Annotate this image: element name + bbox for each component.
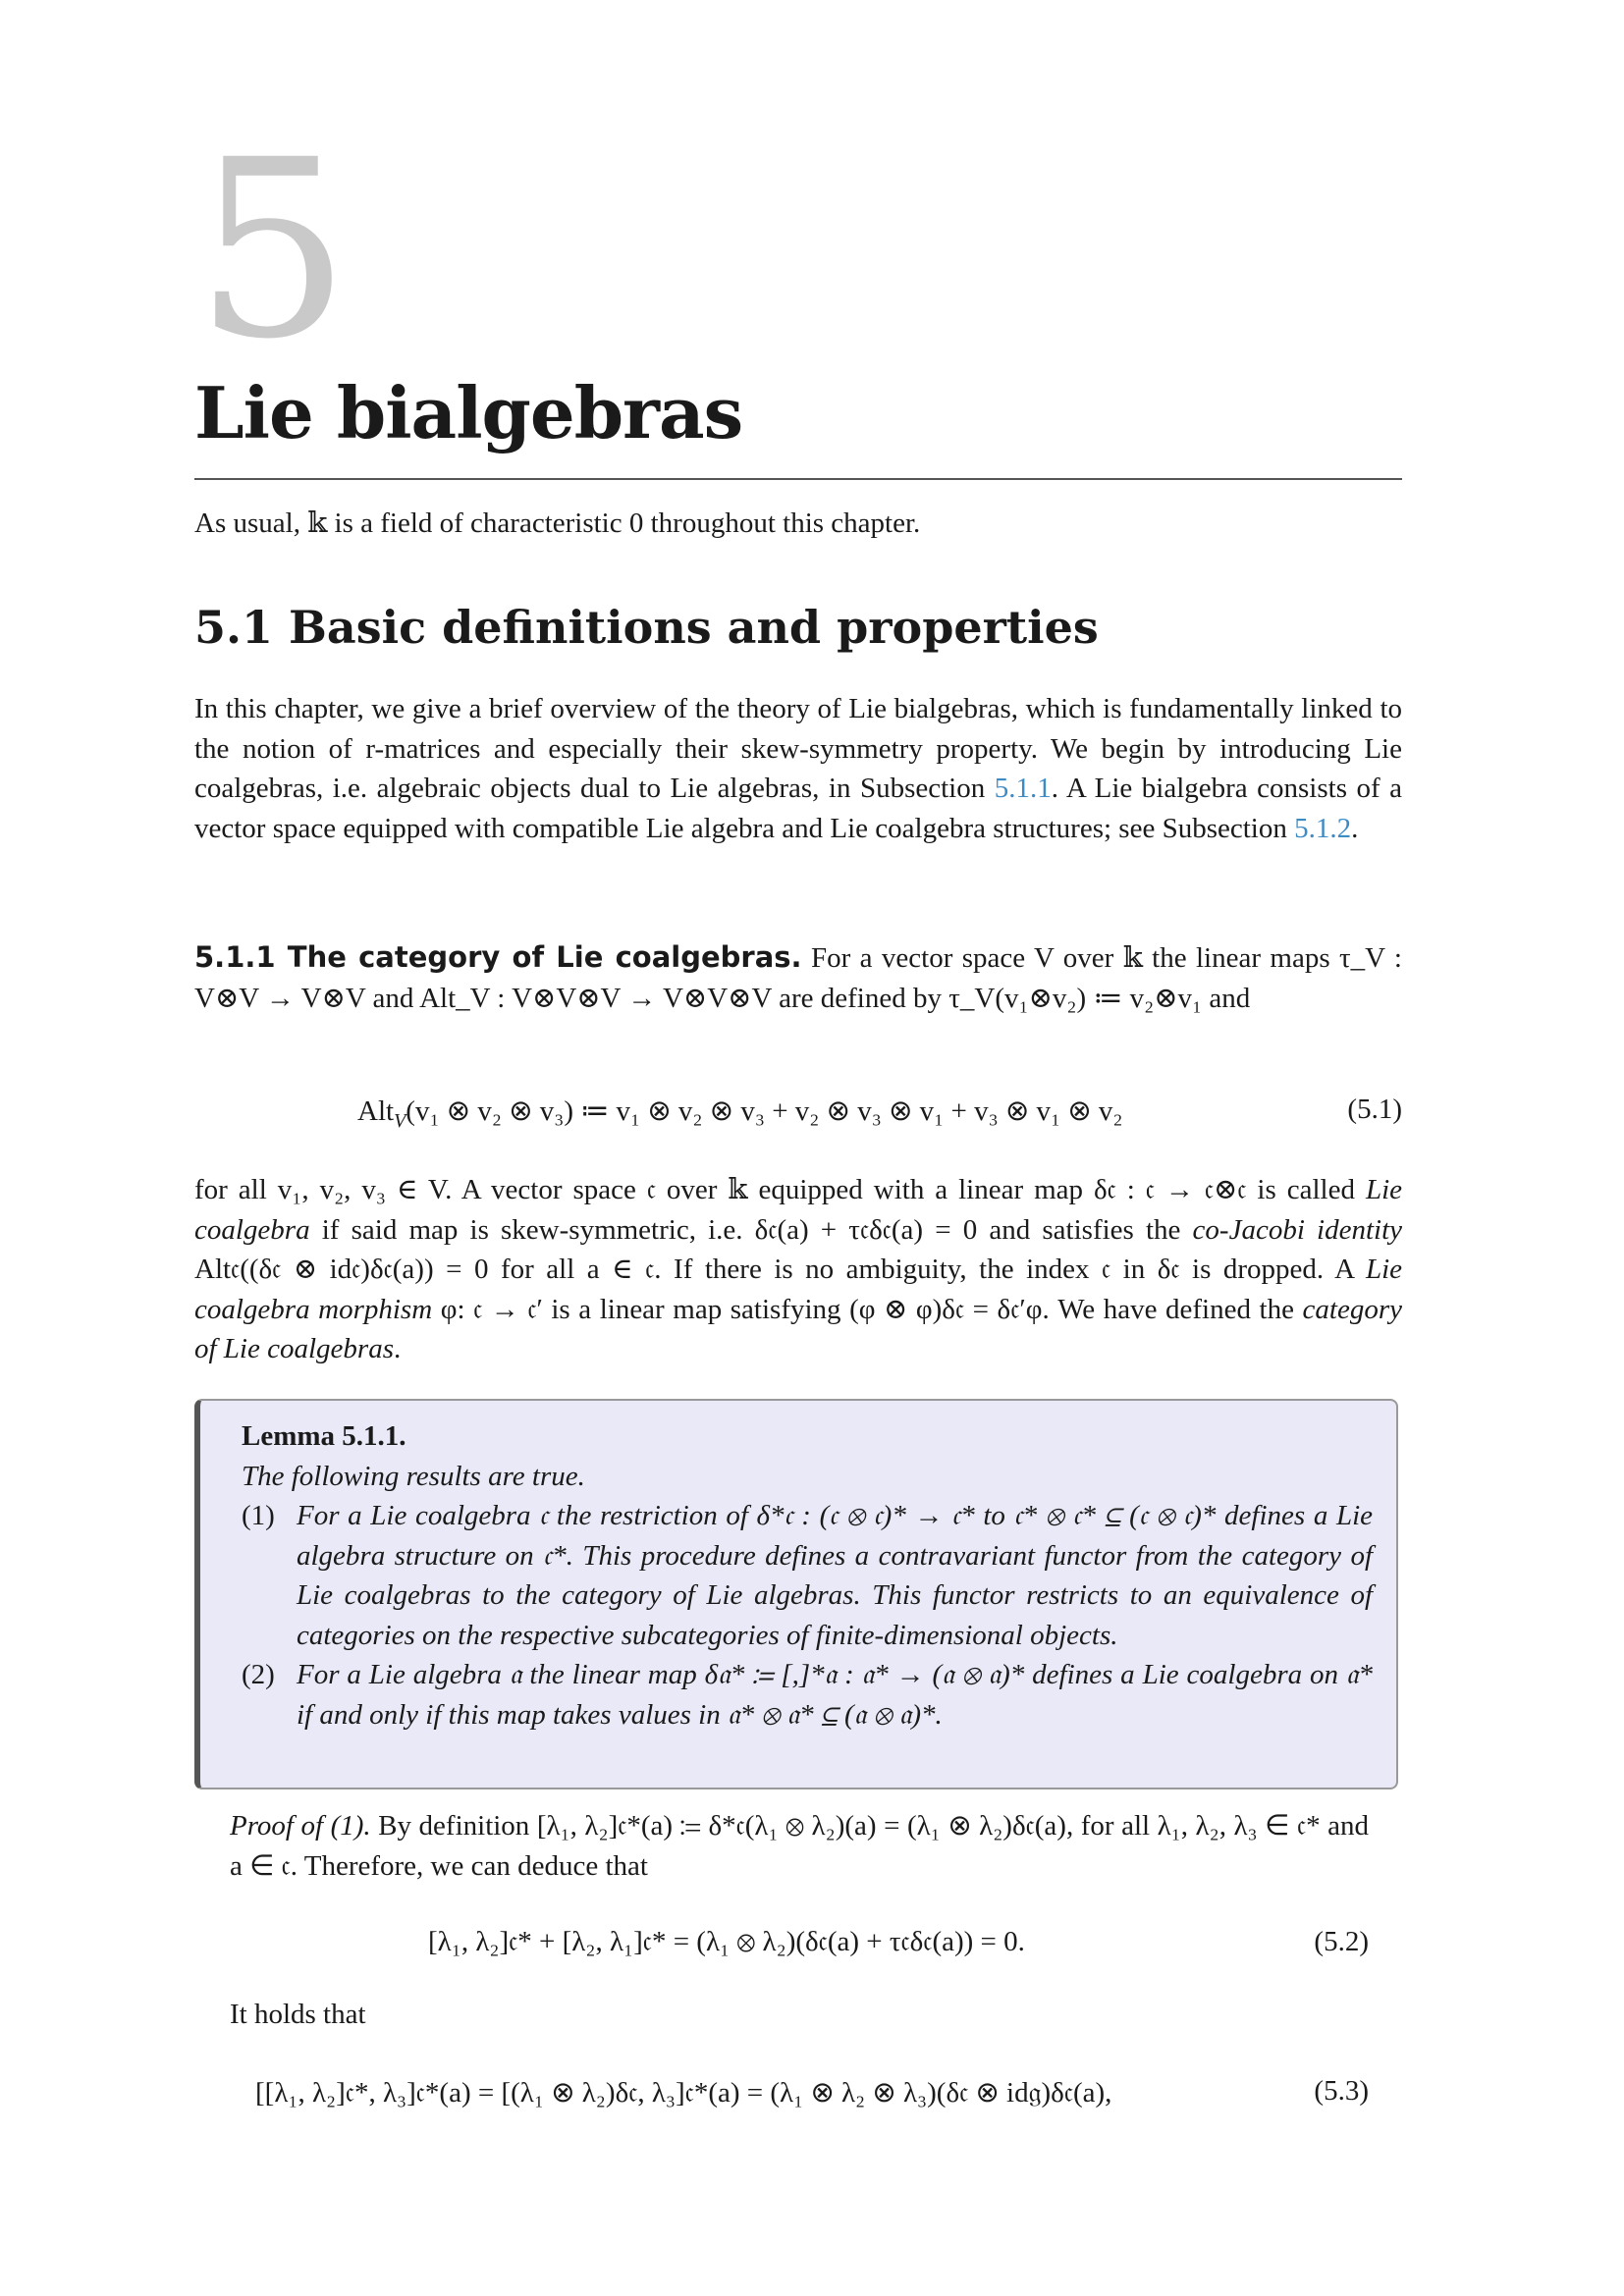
- def-emph-morphism: Lie coalgebra morphism: [194, 1254, 1402, 1325]
- equation-5-1: [357, 1094, 1123, 1133]
- equation-5-2-number: (5.2): [1314, 1926, 1369, 1957]
- def-emph-lie-coalgebra: Lie coalgebra: [194, 1174, 1402, 1246]
- it-holds-paragraph: [230, 1995, 1369, 2035]
- lemma-item: [242, 1655, 1373, 1735]
- def-emph-co-jacobi: co-Jacobi identity: [1192, 1213, 1402, 1246]
- equation-5-2: [λ₁, λ₂]𝔠* + [λ₂, λ₁]𝔠* = (λ₁ ⊗ λ₂)(δ𝔠(a) + τ𝔠δ𝔠(a)) = 0.: [428, 1926, 1025, 1957]
- def-text-2: if said map is skew-symmetric, i.e. δ𝔠(a) + τ𝔠δ𝔠(a) = 0 and satisfies the: [309, 1213, 1193, 1246]
- subsection-paragraph: [194, 937, 1402, 1018]
- section-intro-text-3: .: [1351, 812, 1359, 844]
- proof-label: Proof of (1).: [230, 1810, 371, 1842]
- title-rule: [194, 478, 1402, 480]
- lemma-content: [242, 1416, 1373, 1735]
- lemma-item: [242, 1496, 1373, 1655]
- eq51-sub: V: [394, 1109, 406, 1132]
- eq51-rhs: (v₁ ⊗ v₂ ⊗ v₃) ≔ v₁ ⊗ v₂ ⊗ v₃ + v₂ ⊗ v₃ ⊗ v₁ + v₃ ⊗ v₁ ⊗ v₂: [406, 1095, 1123, 1127]
- chapter-intro-text: As usual, 𝕜 is a field of characteristic 0 throughout this chapter.: [194, 507, 921, 539]
- lemma-item-number: (2): [242, 1659, 275, 1690]
- subsection-heading: 5.1.1 The category of Lie coalgebras.: [194, 940, 802, 974]
- lemma-title: Lemma 5.1.1.: [242, 1420, 406, 1452]
- it-holds-text: It holds that: [230, 1999, 366, 2030]
- section-heading: 5.1 Basic definitions and properties: [194, 601, 1099, 654]
- proof-paragraph: [230, 1806, 1369, 1886]
- section-intro-text-2: . A Lie bialgebra consists of a vector space equipped with compatible Lie algebra and Lie coalgebra structures; see Subsection: [194, 773, 1402, 844]
- equation-5-1-number: (5.1): [1347, 1094, 1402, 1125]
- lemma-item-text: For a Lie coalgebra 𝔠 the restriction of δ*𝔠 : (𝔠 ⊗ 𝔠)* → 𝔠* to 𝔠* ⊗ 𝔠* ⊆ (𝔠 ⊗ 𝔠)* defines a Lie algebra structure on 𝔠*. This procedure defines a contravariant functor from the category of Lie coalgebras to the category of Lie algebras. This functor restricts to an equivalence of categories on the respective subcategories of finite-dimensional objects.: [297, 1500, 1373, 1651]
- subsection-text: For a vector space V over 𝕜 the linear maps τ_V : V⊗V → V⊗V and Alt_V : V⊗V⊗V → V⊗V⊗V are defined by τ_V(v₁⊗v₂) ≔ v₂⊗v₁ and: [194, 942, 1402, 1014]
- def-text-1: for all v₁, v₂, v₃ ∈ V. A vector space 𝔠 over 𝕜 equipped with a linear map δ𝔠 : 𝔠 → 𝔠⊗𝔠 is called: [194, 1174, 1366, 1205]
- chapter-number: 5: [194, 107, 352, 393]
- ref-subsection-511[interactable]: 5.1.1: [994, 773, 1052, 804]
- equation-5-3-number: (5.3): [1314, 2075, 1369, 2107]
- section-intro-text-1: In this chapter, we give a brief overview of the theory of Lie bialgebras, which is fundamentally linked to the notion of r-matrices and especially their skew-symmetry property. We begin by introducing Lie coalgebras, i.e. algebraic objects dual to Lie algebras, in Subsection: [194, 693, 1402, 804]
- equation-5-3: [[λ₁, λ₂]𝔠*, λ₃]𝔠*(a) = [(λ₁ ⊗ λ₂)δ𝔠, λ₃]𝔠*(a) = (λ₁ ⊗ λ₂ ⊗ λ₃)(δ𝔠 ⊗ id𝔤)δ𝔠(a),: [255, 2077, 1112, 2109]
- ref-subsection-512[interactable]: 5.1.2: [1294, 812, 1352, 844]
- def-text-3: Alt𝔠((δ𝔠 ⊗ id𝔠)δ𝔠(a)) = 0 for all a ∈ 𝔠. If there is no ambiguity, the index 𝔠 in δ𝔠 is dropped. A: [194, 1254, 1366, 1285]
- proof-text: By definition [λ₁, λ₂]𝔠*(a) ≔ δ*𝔠(λ₁ ⊗ λ₂)(a) = (λ₁ ⊗ λ₂)δ𝔠(a), for all λ₁, λ₂, λ₃ ∈ 𝔠* and a ∈ 𝔠. Therefore, we can deduce that: [230, 1810, 1369, 1882]
- def-text-5: .: [394, 1333, 402, 1364]
- lemma-item-number: (1): [242, 1500, 275, 1531]
- lemma-box: [194, 1399, 1398, 1789]
- definition-paragraph: [194, 1170, 1402, 1369]
- lemma-statement: The following results are true.: [242, 1460, 585, 1492]
- def-text-4: φ: 𝔠 → 𝔠′ is a linear map satisfying (φ ⊗ φ)δ𝔠 = δ𝔠′φ. We have defined the: [432, 1293, 1303, 1325]
- chapter-intro: [194, 504, 1402, 544]
- def-emph-category: category of Lie coalgebras: [194, 1293, 1402, 1364]
- lemma-item-text: For a Lie algebra 𝔞 the linear map δ𝔞* ≔ [,]*𝔞 : 𝔞* → (𝔞 ⊗ 𝔞)* defines a Lie coalgebra on 𝔞* if and only if this map takes values in 𝔞* ⊗ 𝔞* ⊆ (𝔞 ⊗ 𝔞)*.: [297, 1659, 1373, 1731]
- chapter-title: Lie bialgebras: [194, 371, 743, 454]
- section-intro: [194, 689, 1402, 848]
- eq51-lhs: Alt: [357, 1095, 395, 1127]
